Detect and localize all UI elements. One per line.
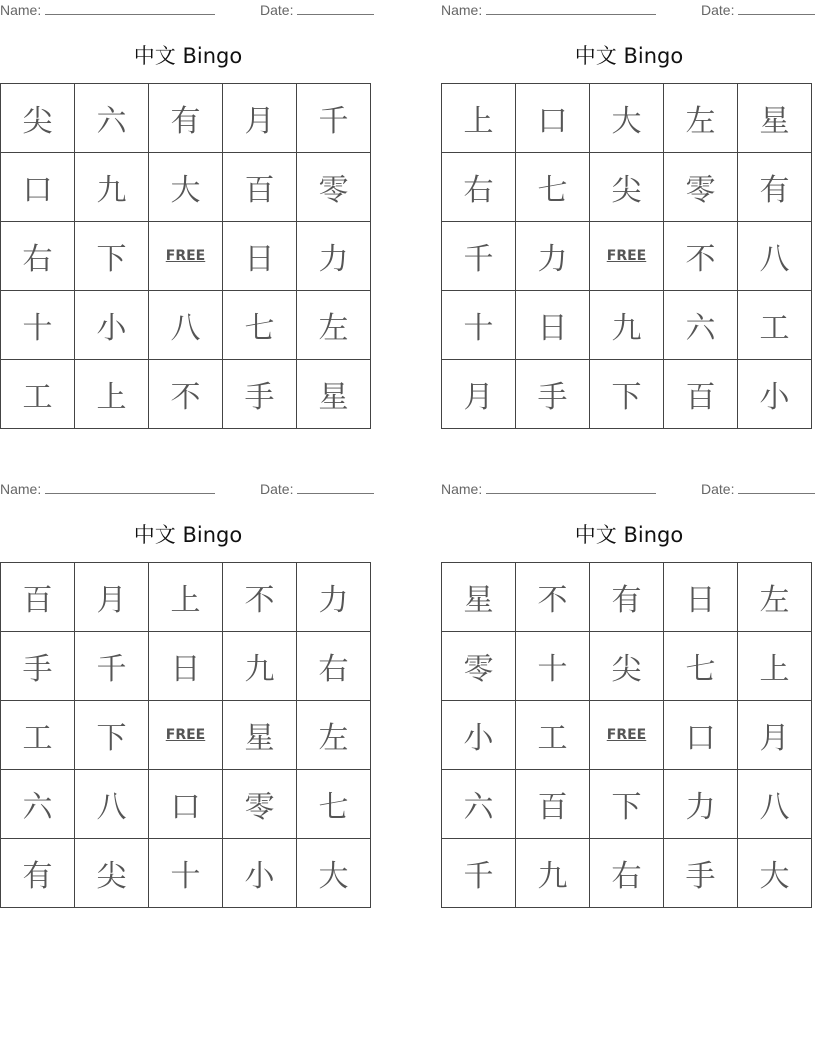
grid-row [1, 839, 371, 908]
date-blank-line [738, 2, 815, 15]
grid-row [1, 632, 371, 701]
grid-row [1, 291, 371, 360]
bingo-cell: 下 [75, 701, 149, 770]
bingo-cell: 百 [223, 153, 297, 222]
bingo-grid [0, 83, 371, 429]
bingo-card [0, 479, 376, 919]
card-title: 中文 Bingo [133, 44, 243, 68]
bingo-cell: 星 [223, 701, 297, 770]
bingo-cell: 零 [223, 770, 297, 839]
bingo-cell: 下 [75, 222, 149, 291]
bingo-cell: 有 [738, 153, 812, 222]
bingo-cell: 口 [1, 153, 75, 222]
bingo-cell: 大 [738, 839, 812, 908]
grid-row [442, 839, 812, 908]
bingo-cell: 十 [516, 632, 590, 701]
bingo-cell: 零 [442, 632, 516, 701]
bingo-cell: 月 [442, 360, 516, 429]
bingo-cell: 工 [738, 291, 812, 360]
bingo-cell: 下 [590, 360, 664, 429]
bingo-cell: 日 [149, 632, 223, 701]
date-blank-line [297, 2, 374, 15]
grid-row [442, 563, 812, 632]
name-blank-line [486, 481, 656, 494]
bingo-cell: 日 [516, 291, 590, 360]
bingo-cell: 七 [664, 632, 738, 701]
bingo-cell: 尖 [1, 84, 75, 153]
bingo-cell: 右 [1, 222, 75, 291]
bingo-cell: 零 [664, 153, 738, 222]
bingo-cell: 左 [297, 291, 371, 360]
grid-row [1, 222, 371, 291]
bingo-cell: 有 [149, 84, 223, 153]
bingo-cell: 右 [442, 153, 516, 222]
date-field [260, 2, 374, 18]
bingo-cell: 左 [738, 563, 812, 632]
bingo-cell: 不 [149, 360, 223, 429]
date-label: Date: [701, 481, 735, 497]
grid-row [1, 84, 371, 153]
bingo-cell: 手 [516, 360, 590, 429]
grid-row [442, 222, 812, 291]
bingo-cell: 小 [75, 291, 149, 360]
bingo-cell: 千 [75, 632, 149, 701]
bingo-cell: 百 [516, 770, 590, 839]
date-blank-line [297, 481, 374, 494]
card-header [0, 2, 376, 18]
bingo-cell: 八 [738, 222, 812, 291]
bingo-cell: 千 [297, 84, 371, 153]
grid-row [1, 153, 371, 222]
bingo-card [441, 0, 816, 440]
bingo-cell: 右 [590, 839, 664, 908]
name-blank-line [45, 481, 215, 494]
bingo-grid [441, 562, 812, 908]
name-blank-line [486, 2, 656, 15]
free-space: FREE [149, 222, 223, 291]
bingo-cell: 口 [664, 701, 738, 770]
free-space: FREE [590, 222, 664, 291]
grid-row [442, 701, 812, 770]
date-field [701, 2, 815, 18]
bingo-cell: 大 [590, 84, 664, 153]
bingo-cell: 七 [223, 291, 297, 360]
bingo-cell: 小 [738, 360, 812, 429]
bingo-cell: 上 [149, 563, 223, 632]
name-label: Name: [441, 2, 483, 18]
date-label: Date: [260, 2, 294, 18]
bingo-cell: 星 [738, 84, 812, 153]
bingo-cell: 工 [1, 701, 75, 770]
bingo-cell: 大 [297, 839, 371, 908]
bingo-cell: 八 [738, 770, 812, 839]
bingo-cell: 九 [516, 839, 590, 908]
bingo-cell: 上 [442, 84, 516, 153]
bingo-cell: 星 [297, 360, 371, 429]
bingo-cell: 九 [590, 291, 664, 360]
bingo-cell: 日 [223, 222, 297, 291]
free-space: FREE [590, 701, 664, 770]
bingo-cell: 百 [664, 360, 738, 429]
bingo-cell: 十 [1, 291, 75, 360]
bingo-cell: 小 [223, 839, 297, 908]
bingo-cell: 十 [442, 291, 516, 360]
card-title: 中文 Bingo [574, 523, 684, 547]
name-field [0, 481, 215, 497]
bingo-cell: 有 [590, 563, 664, 632]
bingo-cell: 有 [1, 839, 75, 908]
free-space: FREE [149, 701, 223, 770]
bingo-cell: 力 [297, 222, 371, 291]
bingo-cell: 小 [442, 701, 516, 770]
grid-row [442, 84, 812, 153]
bingo-cell: 八 [75, 770, 149, 839]
name-field [0, 2, 215, 18]
date-field [260, 481, 374, 497]
bingo-cell: 七 [516, 153, 590, 222]
bingo-cell: 尖 [590, 153, 664, 222]
name-field [441, 2, 656, 18]
grid-row [1, 770, 371, 839]
bingo-cell: 月 [75, 563, 149, 632]
bingo-cell: 左 [664, 84, 738, 153]
bingo-cell: 大 [149, 153, 223, 222]
bingo-cell: 手 [1, 632, 75, 701]
bingo-cell: 十 [149, 839, 223, 908]
bingo-cell: 口 [516, 84, 590, 153]
grid-row [1, 360, 371, 429]
bingo-cell: 左 [297, 701, 371, 770]
name-label: Name: [441, 481, 483, 497]
bingo-cell: 口 [149, 770, 223, 839]
card-title: 中文 Bingo [133, 523, 243, 547]
bingo-cell: 力 [516, 222, 590, 291]
bingo-cell: 日 [664, 563, 738, 632]
bingo-cell: 工 [516, 701, 590, 770]
bingo-cell: 九 [223, 632, 297, 701]
bingo-cell: 六 [1, 770, 75, 839]
grid-row [442, 632, 812, 701]
bingo-cell: 六 [664, 291, 738, 360]
bingo-cell: 九 [75, 153, 149, 222]
grid-row [442, 360, 812, 429]
bingo-cell: 不 [223, 563, 297, 632]
bingo-card [441, 479, 816, 919]
bingo-cell: 力 [297, 563, 371, 632]
bingo-cell: 月 [738, 701, 812, 770]
bingo-cell: 尖 [590, 632, 664, 701]
bingo-cell: 八 [149, 291, 223, 360]
name-blank-line [45, 2, 215, 15]
date-label: Date: [260, 481, 294, 497]
name-field [441, 481, 656, 497]
date-blank-line [738, 481, 815, 494]
bingo-grid [0, 562, 371, 908]
bingo-cell: 月 [223, 84, 297, 153]
bingo-cell: 力 [664, 770, 738, 839]
bingo-card [0, 0, 376, 440]
bingo-cell: 六 [442, 770, 516, 839]
grid-row [442, 291, 812, 360]
bingo-cell: 手 [223, 360, 297, 429]
name-label: Name: [0, 2, 42, 18]
bingo-cell: 星 [442, 563, 516, 632]
bingo-cell: 工 [1, 360, 75, 429]
card-header [0, 481, 376, 497]
date-field [701, 481, 815, 497]
bingo-grid [441, 83, 812, 429]
bingo-cell: 尖 [75, 839, 149, 908]
bingo-cell: 六 [75, 84, 149, 153]
bingo-cell: 千 [442, 839, 516, 908]
grid-row [442, 770, 812, 839]
bingo-cell: 零 [297, 153, 371, 222]
grid-row [1, 563, 371, 632]
bingo-cell: 下 [590, 770, 664, 839]
bingo-cell: 七 [297, 770, 371, 839]
bingo-cell: 百 [1, 563, 75, 632]
bingo-cell: 上 [738, 632, 812, 701]
bingo-cell: 右 [297, 632, 371, 701]
card-title: 中文 Bingo [574, 44, 684, 68]
bingo-cell: 不 [664, 222, 738, 291]
grid-row [1, 701, 371, 770]
card-header [441, 481, 816, 497]
bingo-cell: 上 [75, 360, 149, 429]
bingo-cell: 手 [664, 839, 738, 908]
bingo-cell: 千 [442, 222, 516, 291]
bingo-cell: 不 [516, 563, 590, 632]
card-header [441, 2, 816, 18]
name-label: Name: [0, 481, 42, 497]
grid-row [442, 153, 812, 222]
date-label: Date: [701, 2, 735, 18]
